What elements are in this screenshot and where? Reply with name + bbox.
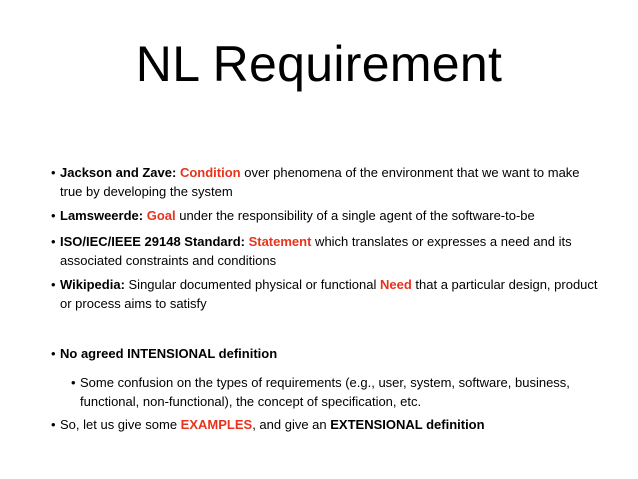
bullet-dot: •: [51, 277, 56, 292]
bullet-dot: •: [51, 234, 56, 249]
bullet-examples: [51, 415, 600, 434]
bullet-dot: •: [51, 417, 56, 432]
bullet-text-pre: So, let us give some: [60, 417, 181, 432]
bullet-text: No agreed INTENSIONAL definition: [60, 346, 278, 361]
bullet-text-mid: , and give an: [252, 417, 331, 432]
bullet-key-term: Goal: [146, 208, 176, 223]
bullet-iso-standard: [51, 232, 600, 270]
bullet-jackson-zave: [51, 163, 600, 201]
bullet-dot: •: [51, 346, 56, 361]
bullet-lead: Lamsweerde:: [60, 208, 147, 223]
bullet-text: under the responsibility of a single agent of the software-to-be: [175, 208, 535, 223]
bullet-no-agreed-definition: [51, 344, 600, 363]
bullet-bold-term: EXTENSIONAL definition: [330, 417, 485, 432]
bullet-text: over phenomena of the environment that we want to make true by developing the system: [60, 165, 580, 199]
sub-bullet-confusion: [71, 373, 600, 411]
bullet-wikipedia: [51, 275, 600, 313]
bullet-dot: •: [71, 375, 76, 390]
slide-title: NL Requirement: [135, 36, 503, 92]
bullet-lead: Jackson and Zave:: [60, 165, 180, 180]
bullet-key-term: Need: [380, 277, 412, 292]
bullet-lead: ISO/IEC/IEEE 29148 Standard:: [60, 234, 249, 249]
bullet-key-term: Statement: [248, 234, 312, 249]
bullet-dot: •: [51, 165, 56, 180]
bullet-text: which translates or expresses a need and its associated constraints and conditions: [60, 234, 572, 268]
bullet-dot: •: [51, 208, 56, 223]
bullet-key-term: Condition: [179, 165, 241, 180]
bullet-lamsweerde: [51, 206, 600, 225]
bullet-lead: Wikipedia:: [60, 277, 129, 292]
bullet-text: Some confusion on the types of requirements (e.g., user, system, software, business, functional, non-functional), the concept of specification, etc.: [80, 375, 570, 409]
bullet-key-term: EXAMPLES: [180, 417, 253, 432]
bullet-text-pre: Singular documented physical or functional: [128, 277, 380, 292]
bullet-text: that a particular design, product or process aims to satisfy: [60, 277, 598, 311]
